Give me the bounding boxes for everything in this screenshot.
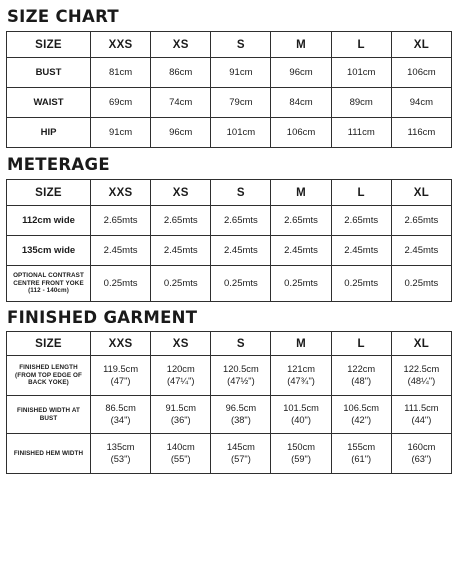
table-cell xyxy=(331,396,391,434)
header-cell-size: SIZE xyxy=(7,180,91,206)
header-cell-m: M xyxy=(271,332,331,356)
table-cell: 2.65mts xyxy=(331,206,391,236)
inch-value: (36") xyxy=(170,414,191,425)
header-cell-xl: XL xyxy=(391,332,451,356)
inch-value: (47½") xyxy=(227,375,255,386)
table-header-row xyxy=(7,32,452,58)
finished-garment-table xyxy=(6,331,452,474)
table-cell: 106cm xyxy=(271,118,331,148)
table-cell: 106cm xyxy=(391,58,451,88)
table-cell: 116cm xyxy=(391,118,451,148)
table-cell: 2.65mts xyxy=(391,206,451,236)
header-cell-xs: XS xyxy=(151,180,211,206)
table-cell: 0.25mts xyxy=(211,266,271,302)
table-cell: 91cm xyxy=(211,58,271,88)
cm-value: 140cm xyxy=(166,441,195,452)
table-cell xyxy=(211,356,271,396)
table-cell: 2.45mts xyxy=(211,236,271,266)
inch-value: (44") xyxy=(411,414,432,425)
header-cell-l: L xyxy=(331,332,391,356)
table-cell: 2.65mts xyxy=(151,206,211,236)
header-cell-xl: XL xyxy=(391,32,451,58)
inch-value: (53") xyxy=(110,453,131,464)
cm-value: 96.5cm xyxy=(225,402,257,413)
inch-value: (34") xyxy=(110,414,131,425)
row-label: WAIST xyxy=(7,88,91,118)
table-cell xyxy=(211,396,271,434)
cm-value: 106.5cm xyxy=(343,402,380,413)
table-cell xyxy=(271,396,331,434)
table-cell xyxy=(271,434,331,474)
inch-value: (40") xyxy=(291,414,311,425)
table-cell xyxy=(91,434,151,474)
table-cell: 101cm xyxy=(331,58,391,88)
table-cell: 2.45mts xyxy=(271,236,331,266)
table-cell: 79cm xyxy=(211,88,271,118)
row-label: BUST xyxy=(7,58,91,88)
table-cell: 0.25mts xyxy=(331,266,391,302)
finished-garment-title: FINISHED GARMENT xyxy=(7,308,198,327)
table-cell: 2.65mts xyxy=(91,206,151,236)
cm-value: 135cm xyxy=(106,441,135,452)
inch-value: (59") xyxy=(291,453,311,464)
header-cell-s: S xyxy=(211,32,271,58)
table-cell: 74cm xyxy=(151,88,211,118)
row-label: HIP xyxy=(7,118,91,148)
inch-value: (61") xyxy=(351,453,372,464)
header-cell-l: L xyxy=(331,180,391,206)
row-label: OPTIONAL CONTRAST CENTRE FRONT YOKE (112 - 140cm) xyxy=(7,266,91,302)
table-row-finished-length xyxy=(7,356,452,396)
table-row-bust xyxy=(7,58,452,88)
cm-value: 101.5cm xyxy=(283,402,319,413)
meterage-table xyxy=(6,179,452,302)
table-cell xyxy=(331,434,391,474)
inch-value: (63") xyxy=(411,453,432,464)
table-cell: 94cm xyxy=(391,88,451,118)
header-cell-s: S xyxy=(211,332,271,356)
table-cell: 2.45mts xyxy=(151,236,211,266)
table-cell xyxy=(151,356,211,396)
size-chart-title: SIZE CHART xyxy=(7,7,119,26)
inch-value: (42") xyxy=(351,414,372,425)
row-label: FINISHED HEM WIDTH xyxy=(7,434,91,474)
header-cell-s: S xyxy=(211,180,271,206)
header-cell-xxs: XXS xyxy=(91,332,151,356)
table-row-waist xyxy=(7,88,452,118)
header-cell-m: M xyxy=(271,180,331,206)
table-cell xyxy=(391,356,451,396)
table-cell: 0.25mts xyxy=(391,266,451,302)
table-header-row xyxy=(7,180,452,206)
table-row-hip xyxy=(7,118,452,148)
table-row-112cm xyxy=(7,206,452,236)
header-cell-l: L xyxy=(331,32,391,58)
cm-value: 150cm xyxy=(287,441,315,452)
cm-value: 91.5cm xyxy=(165,402,196,413)
table-cell xyxy=(391,434,451,474)
header-cell-size: SIZE xyxy=(7,32,91,58)
inch-value: (48") xyxy=(351,375,372,386)
table-cell xyxy=(331,356,391,396)
table-cell: 2.45mts xyxy=(91,236,151,266)
cm-value: 122cm xyxy=(347,363,376,374)
meterage-title: METERAGE xyxy=(7,155,110,174)
inch-value: (38") xyxy=(230,414,251,425)
table-cell xyxy=(151,434,211,474)
cm-value: 119.5cm xyxy=(103,363,139,374)
table-cell xyxy=(211,434,271,474)
header-cell-xxs: XXS xyxy=(91,180,151,206)
table-cell xyxy=(271,356,331,396)
inch-value: (57") xyxy=(230,453,251,464)
table-cell: 2.65mts xyxy=(271,206,331,236)
table-cell: 89cm xyxy=(331,88,391,118)
cm-value: 120.5cm xyxy=(223,363,259,374)
table-cell: 0.25mts xyxy=(151,266,211,302)
cm-value: 121cm xyxy=(287,363,315,374)
table-row-contrast-yoke xyxy=(7,266,452,302)
cm-value: 122.5cm xyxy=(403,363,440,374)
table-cell: 101cm xyxy=(211,118,271,148)
table-cell: 111cm xyxy=(331,118,391,148)
header-cell-xs: XS xyxy=(151,32,211,58)
table-row-finished-width xyxy=(7,396,452,434)
table-row-finished-hem xyxy=(7,434,452,474)
header-cell-size: SIZE xyxy=(7,332,91,356)
table-cell: 0.25mts xyxy=(91,266,151,302)
table-cell xyxy=(91,356,151,396)
table-cell: 69cm xyxy=(91,88,151,118)
row-label: 112cm wide xyxy=(7,206,91,236)
table-cell: 0.25mts xyxy=(271,266,331,302)
cm-value: 155cm xyxy=(347,441,376,452)
table-row-135cm xyxy=(7,236,452,266)
cm-value: 160cm xyxy=(407,441,436,452)
cm-value: 145cm xyxy=(226,441,255,452)
table-cell: 81cm xyxy=(91,58,151,88)
cm-value: 86.5cm xyxy=(105,402,136,413)
header-cell-m: M xyxy=(271,32,331,58)
table-cell: 2.45mts xyxy=(331,236,391,266)
table-cell: 86cm xyxy=(151,58,211,88)
table-cell xyxy=(391,396,451,434)
table-cell: 96cm xyxy=(271,58,331,88)
header-cell-xxs: XXS xyxy=(91,32,151,58)
cm-value: 120cm xyxy=(166,363,195,374)
table-cell: 2.65mts xyxy=(211,206,271,236)
table-cell xyxy=(151,396,211,434)
header-cell-xl: XL xyxy=(391,180,451,206)
header-cell-xs: XS xyxy=(151,332,211,356)
inch-value: (48¼") xyxy=(407,375,436,386)
cm-value: 111.5cm xyxy=(404,402,439,413)
table-cell: 84cm xyxy=(271,88,331,118)
inch-value: (47¾") xyxy=(287,375,315,386)
inch-value: (47¼") xyxy=(166,375,195,386)
table-header-row xyxy=(7,332,452,356)
row-label: FINISHED WIDTH AT BUST xyxy=(7,396,91,434)
size-chart-table xyxy=(6,31,452,148)
inch-value: (47") xyxy=(110,375,131,386)
table-cell: 91cm xyxy=(91,118,151,148)
table-cell xyxy=(91,396,151,434)
row-label: 135cm wide xyxy=(7,236,91,266)
inch-value: (55") xyxy=(170,453,191,464)
table-cell: 2.45mts xyxy=(391,236,451,266)
table-cell: 96cm xyxy=(151,118,211,148)
row-label: FINISHED LENGTH (FROM TOP EDGE OF BACK YOKE) xyxy=(7,356,91,396)
